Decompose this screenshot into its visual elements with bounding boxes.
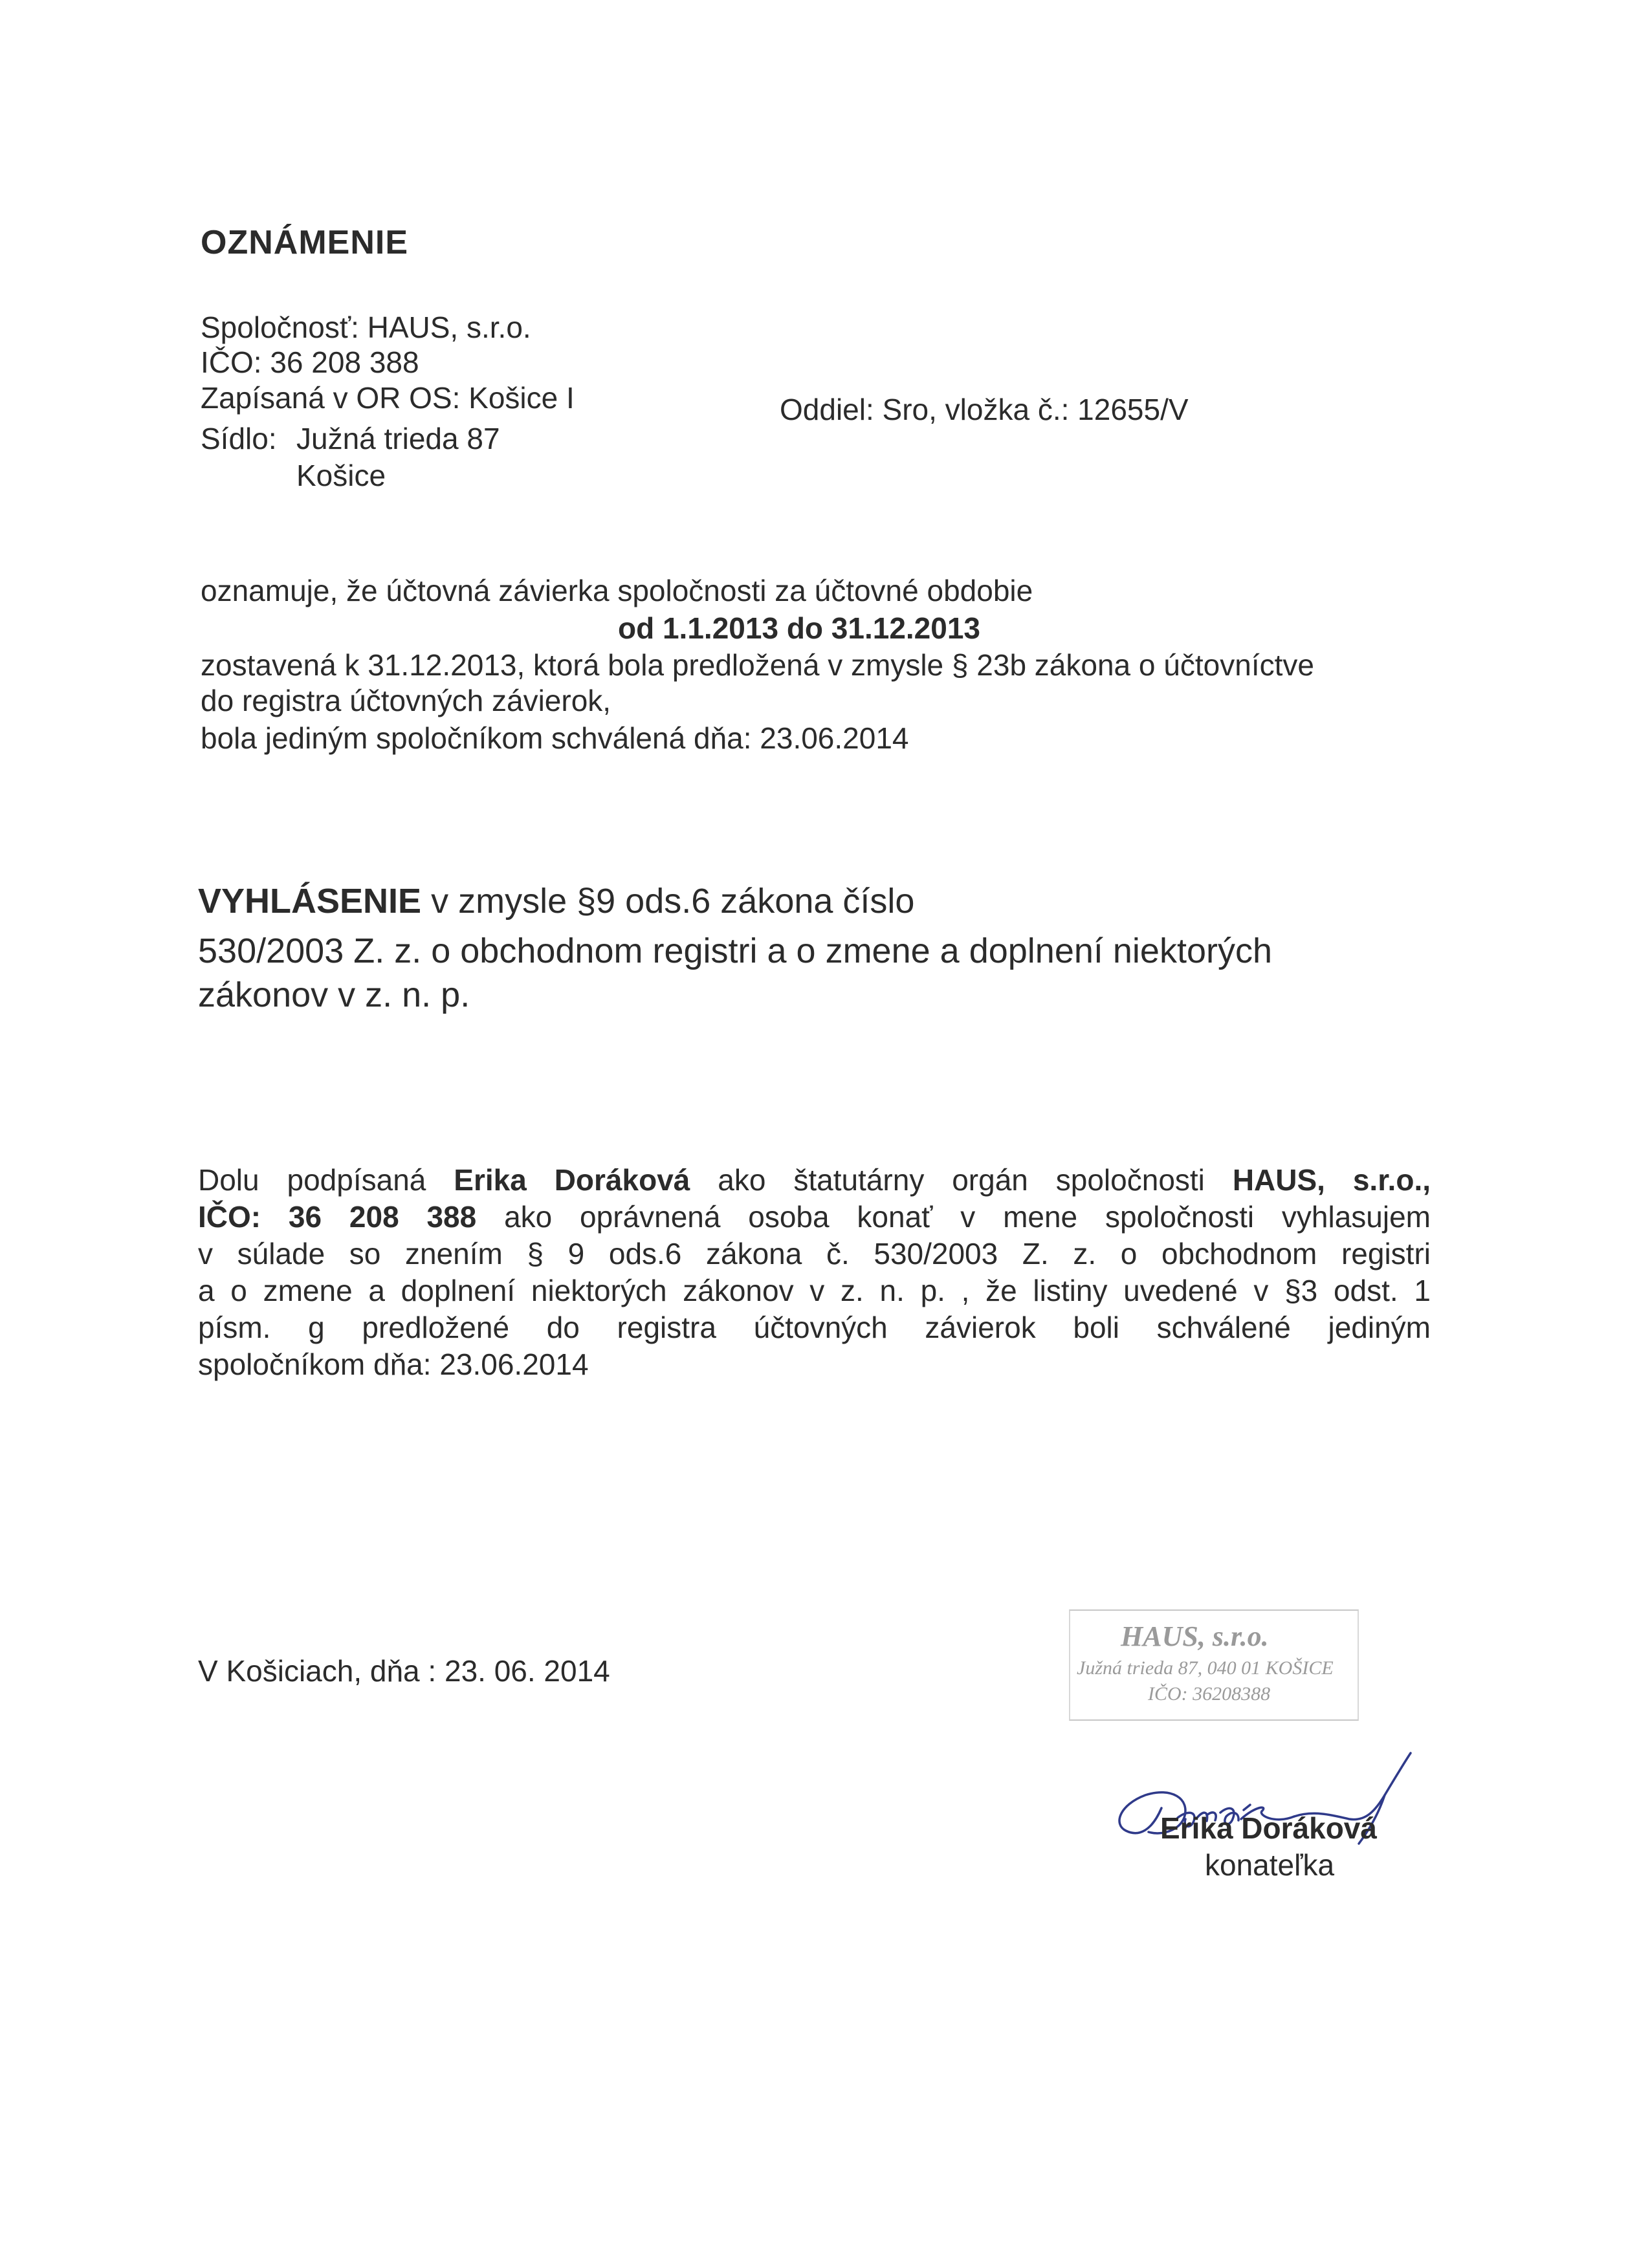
announcement-line-3: zostavená k 31.12.2013, ktorá bola predložená v zmysle § 23b zákona o účtovníctve [201, 648, 1314, 682]
declaration-heading-bold: VYHLÁSENIE [198, 882, 422, 921]
stamp-ico: IČO: 36208388 [1148, 1683, 1271, 1705]
declaration-body-line-1 [198, 1162, 1431, 1198]
body-text: ako oprávnená osoba konať v mene spoločnosti vyhlasujem [504, 1200, 1431, 1234]
stamp-company-name: HAUS, s.r.o. [1121, 1620, 1269, 1652]
signatory-name: Erika Doráková [454, 1163, 690, 1197]
declaration-heading-line-3: zákonov v z. n. p. [198, 976, 470, 1014]
declaration-body-line-5: písm. g predložené do registra účtovných závierok boli schválené jediným [198, 1311, 1431, 1344]
declaration-body-line-2 [198, 1199, 1431, 1235]
stamp-address: Južná trieda 87, 040 01 KOŠICE [1077, 1657, 1334, 1679]
body-text: Dolu podpísaná [198, 1163, 426, 1197]
company-seat-street: Južná trieda 87 [296, 422, 500, 455]
company-registered-line: Zapísaná v OR OS: Košice I [201, 381, 575, 415]
company-name-line: Spoločnosť: HAUS, s.r.o. [201, 311, 531, 344]
place-and-date: V Košiciach, dňa : 23. 06. 2014 [198, 1654, 610, 1688]
document-title: OZNÁMENIE [201, 224, 408, 261]
announcement-line-5: bola jediným spoločníkom schválená dňa: 23.06.2014 [201, 721, 909, 755]
declaration-body-line-6: spoločníkom dňa: 23.06.2014 [198, 1347, 589, 1381]
announcement-line-4: do registra účtovných závierok, [201, 684, 611, 717]
company-ico-bold: IČO: 36 208 388 [198, 1200, 477, 1234]
declaration-heading-line-1 [198, 880, 914, 922]
declaration-heading-line-2: 530/2003 Z. z. o obchodnom registri a o zmene a doplnení niektorých [198, 932, 1272, 970]
announcement-line-1: oznamuje, že účtovná závierka spoločnosti za účtovné obdobie [201, 574, 1033, 607]
company-stamp [1069, 1609, 1359, 1721]
company-ico-line: IČO: 36 208 388 [201, 345, 419, 379]
declaration-body-line-3: v súlade so znením § 9 ods.6 zákona č. 530/2003 Z. z. o obchodnom registri [198, 1237, 1431, 1270]
company-section-line: Oddiel: Sro, vložka č.: 12655/V [780, 393, 1189, 426]
declaration-heading-rest: v zmysle §9 ods.6 zákona číslo [431, 882, 915, 921]
signatory-role: konateľka [1205, 1848, 1335, 1882]
company-seat-city: Košice [296, 459, 386, 492]
company-seat-label: Sídlo: [201, 422, 277, 455]
declaration-body-line-4: a o zmene a doplnení niektorých zákonov v z. n. p. , že listiny uvedené v §3 odst. 1 [198, 1274, 1431, 1307]
accounting-period: od 1.1.2013 do 31.12.2013 [618, 611, 981, 645]
signatory-name-block: Erika Doráková [1160, 1811, 1377, 1845]
body-text: ako štatutárny orgán spoločnosti [718, 1163, 1205, 1197]
company-name-bold: HAUS, s.r.o., [1232, 1163, 1431, 1197]
